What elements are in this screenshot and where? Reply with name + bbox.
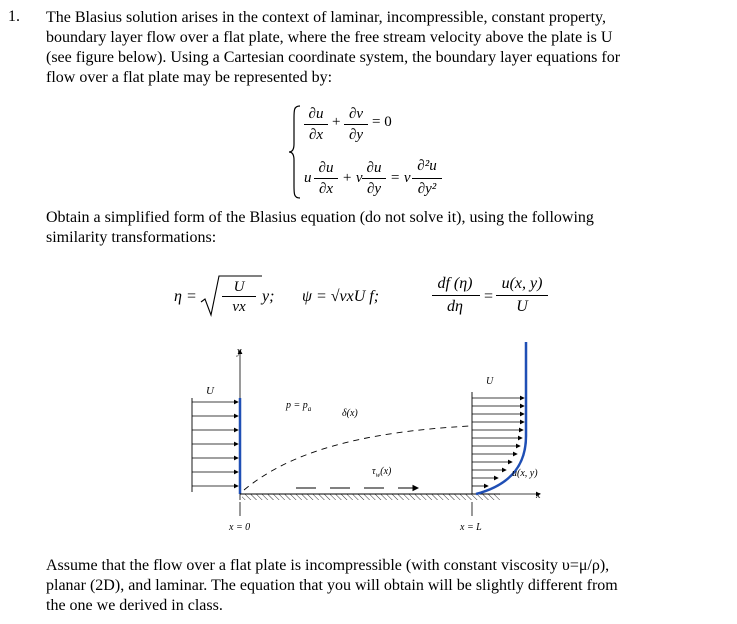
station-label-end: x = L — [460, 522, 482, 533]
pressure-label: $p = p_a$ — [286, 400, 312, 413]
inlet-arrows — [192, 402, 238, 486]
momentum-plus-v: + v — [342, 170, 363, 186]
psi-equation: ψ = √νxU f; — [302, 288, 380, 305]
plate-hatching — [242, 494, 500, 500]
fraction-bar — [222, 296, 256, 297]
eta-denominator: νx — [232, 299, 246, 315]
y-axis-label: y — [237, 346, 242, 357]
momentum-dx: ∂x — [318, 181, 334, 197]
boundary-layer-edge — [244, 426, 470, 490]
u-denominator: U — [516, 298, 528, 315]
df-numerator: df (η) — [437, 275, 473, 292]
outlet-velocity-label: U — [486, 376, 494, 387]
momentum-du2: ∂u — [366, 160, 382, 176]
continuity-plus: + — [332, 114, 341, 130]
boundary-layer-figure — [0, 340, 737, 540]
closing-line: the one we derived in class. — [46, 597, 223, 614]
continuity-du: ∂u — [308, 106, 324, 122]
similarity-equals: = — [484, 288, 494, 305]
fraction-bar — [412, 178, 442, 179]
equation-brace — [288, 104, 302, 200]
momentum-u: u — [304, 170, 312, 186]
problem-number: 1. — [8, 8, 20, 25]
fraction-bar — [432, 295, 480, 296]
intro-line: flow over a flat plate may be represented by: — [46, 69, 333, 86]
momentum-dy2: ∂y² — [417, 181, 437, 197]
closing-paragraph — [46, 556, 618, 616]
fraction-bar — [344, 124, 368, 125]
fraction-bar — [362, 178, 386, 179]
momentum-du: ∂u — [318, 160, 334, 176]
continuity-dv: ∂v — [348, 106, 364, 122]
intro-paragraph — [46, 8, 620, 88]
eta-lhs: η = — [174, 288, 197, 305]
fraction-bar — [496, 295, 548, 296]
u-numerator: u(x, y) — [501, 275, 543, 292]
continuity-dy: ∂y — [348, 127, 364, 143]
eta-tail: y; — [262, 288, 275, 305]
closing-line: Assume that the flow over a flat plate is incompressible (with constant viscosity υ=μ/ρ), — [46, 557, 610, 574]
closing-line: planar (2D), and laminar. The equation that you will obtain will be slightly different from — [46, 577, 618, 594]
momentum-d2u: ∂²u — [417, 158, 437, 174]
eta-numerator: U — [233, 279, 245, 295]
delta-label: δ(x) — [342, 408, 358, 419]
x-axis-label: x — [536, 490, 541, 501]
df-denominator: dη — [447, 298, 463, 315]
wall-shear-label: $\tau_w(x)$ — [372, 466, 392, 479]
fraction-bar — [314, 178, 338, 179]
task-line: similarity transformations: — [46, 229, 217, 246]
task-paragraph — [46, 208, 594, 248]
fraction-bar — [304, 124, 328, 125]
inlet-velocity-label: U — [206, 385, 214, 397]
continuity-rhs: = 0 — [372, 114, 392, 130]
profile-label: u(x, y) — [512, 468, 538, 479]
station-label-start: x = 0 — [229, 522, 251, 533]
intro-line: The Blasius solution arises in the context of laminar, incompressible, constant property, — [46, 9, 606, 26]
task-line: Obtain a simplified form of the Blasius equation (do not solve it), using the following — [46, 209, 594, 226]
intro-line: boundary layer flow over a flat plate, where the free stream velocity above the plate is U — [46, 29, 613, 46]
momentum-dy: ∂y — [366, 181, 382, 197]
momentum-eq-nu: = ν — [390, 170, 411, 186]
continuity-dx: ∂x — [308, 127, 324, 143]
intro-line: (see figure below). Using a Cartesian coordinate system, the boundary layer equations for — [46, 49, 621, 66]
